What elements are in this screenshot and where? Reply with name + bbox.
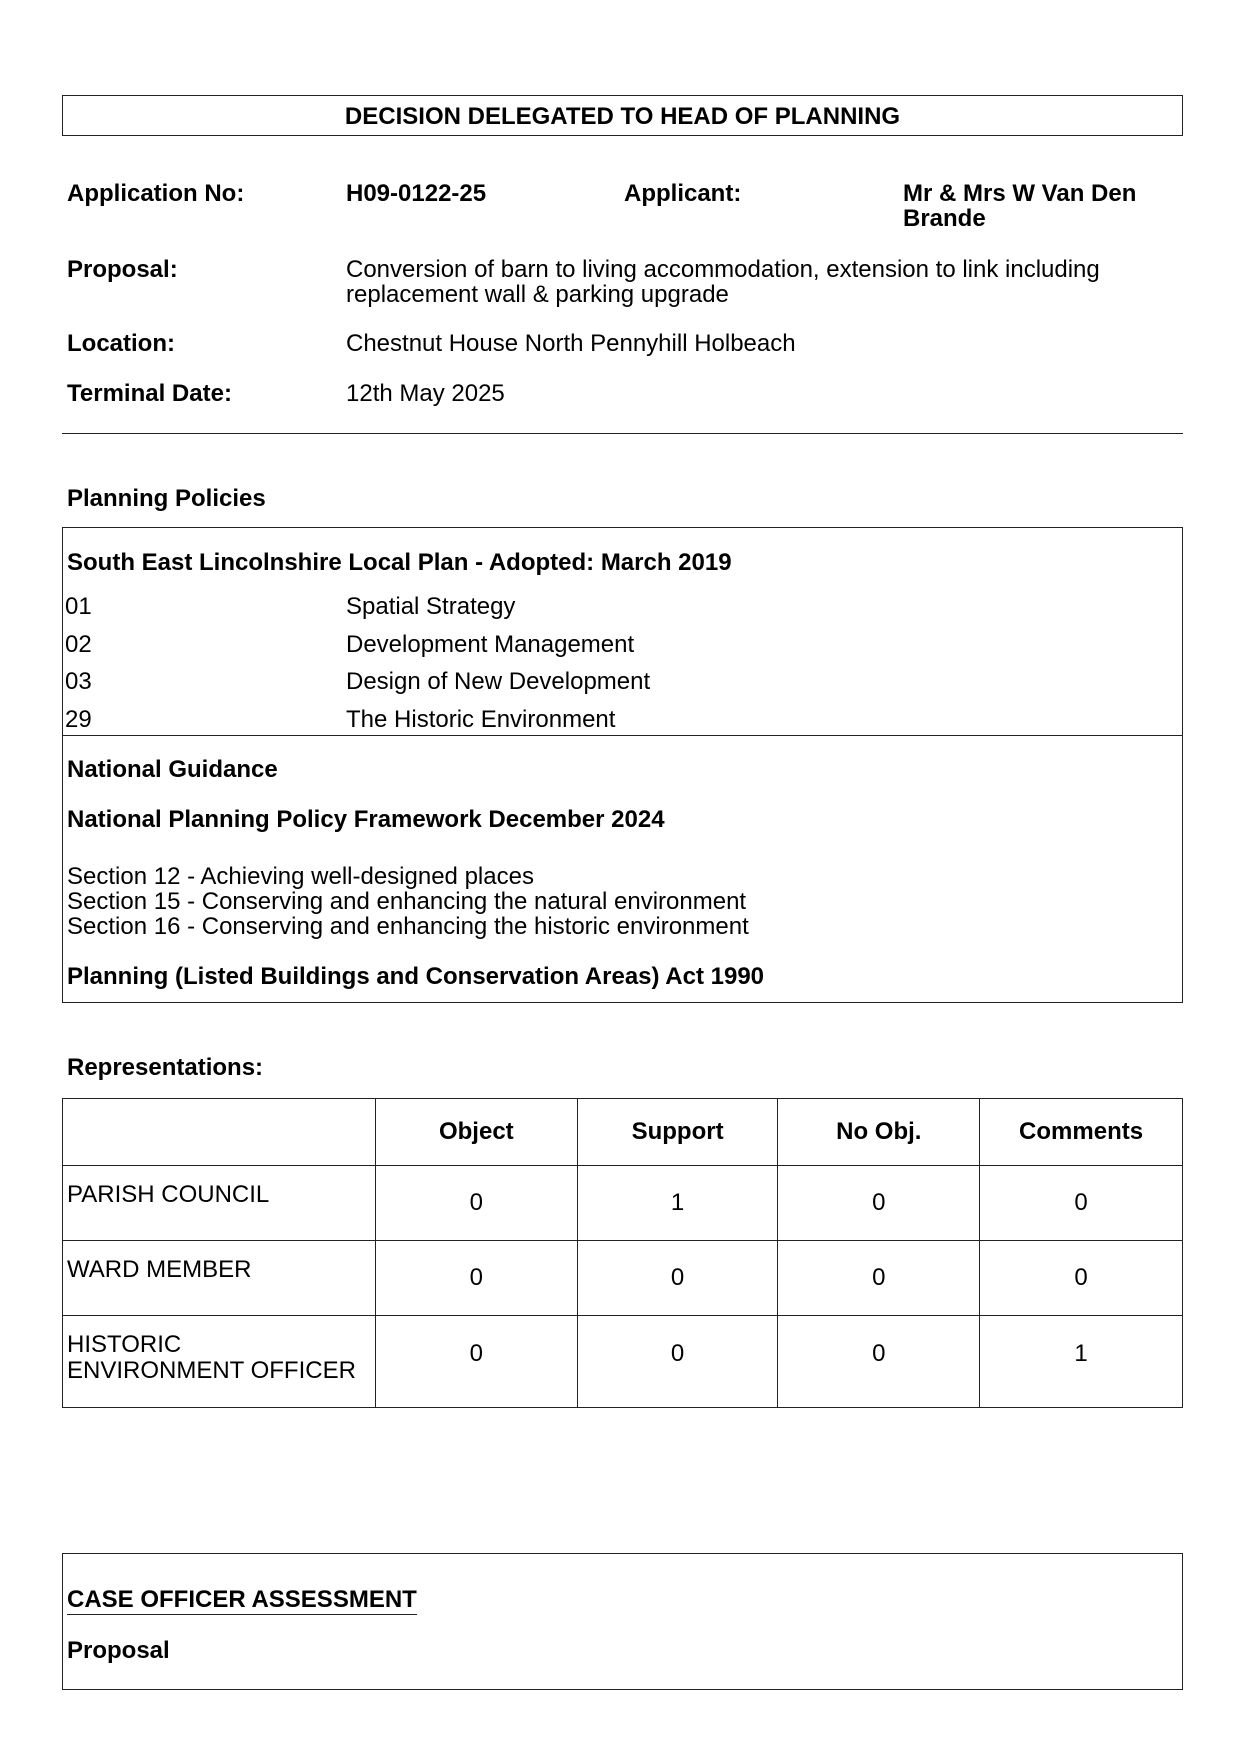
applicant-label: Applicant:: [624, 180, 742, 207]
planning-policies-heading: Planning Policies: [67, 485, 266, 512]
location-label: Location:: [67, 330, 175, 357]
local-plan-title: South East Lincolnshire Local Plan - Adopted: March 2019: [67, 549, 732, 576]
cell-value: 0: [980, 1241, 1183, 1316]
representations-heading: Representations:: [67, 1054, 264, 1081]
cell-value: 0: [778, 1316, 980, 1408]
representations-table: [62, 1098, 1183, 1408]
policy-name: Design of New Development: [346, 668, 651, 695]
application-no-label: Application No:: [67, 180, 245, 207]
national-guidance-heading: National Guidance: [67, 756, 278, 783]
policy-code: 03: [65, 668, 92, 695]
case-officer-assessment-heading: CASE OFFICER ASSESSMENT: [67, 1586, 417, 1613]
proposal-line2: replacement wall & parking upgrade: [346, 281, 729, 308]
nppf-title: National Planning Policy Framework December 2024: [67, 806, 665, 833]
policies-box: [62, 527, 1183, 1003]
cell-value: 0: [980, 1166, 1183, 1241]
policy-name: Development Management: [346, 631, 635, 658]
application-no-value: H09-0122-25: [346, 180, 487, 207]
row-label-line1: HISTORIC: [67, 1331, 182, 1358]
policies-divider: [63, 735, 1182, 736]
row-label: [63, 1316, 376, 1408]
title-box: [62, 95, 1183, 136]
cell-value: 0: [375, 1316, 577, 1408]
nppf-section: Section 12 - Achieving well-designed places: [67, 863, 534, 890]
cell-value: 0: [778, 1241, 980, 1316]
cell-value: 1: [980, 1316, 1183, 1408]
applicant-value-line1: Mr & Mrs W Van Den: [903, 180, 1137, 207]
cell-value: 0: [577, 1241, 778, 1316]
table-header-empty: [63, 1099, 376, 1166]
policy-code: 29: [65, 706, 92, 733]
nppf-section: Section 15 - Conserving and enhancing the natural environment: [67, 888, 747, 915]
table-header-row: [63, 1099, 1183, 1166]
cell-value: 0: [778, 1166, 980, 1241]
column-header-comments: Comments: [980, 1099, 1183, 1166]
terminal-date-value: 12th May 2025: [346, 380, 505, 407]
proposal-line1: Conversion of barn to living accommodation, extension to link including: [346, 256, 1100, 283]
assessment-box: [62, 1553, 1183, 1690]
policy-name: Spatial Strategy: [346, 593, 516, 620]
proposal-label: Proposal:: [67, 256, 178, 283]
row-label: WARD MEMBER: [63, 1241, 376, 1316]
terminal-date-label: Terminal Date:: [67, 380, 232, 407]
table-row: [63, 1316, 1183, 1408]
applicant-value-line2: Brande: [903, 205, 986, 232]
column-header-support: Support: [577, 1099, 778, 1166]
row-label-line2: ENVIRONMENT OFFICER: [67, 1357, 356, 1384]
column-header-object: Object: [375, 1099, 577, 1166]
table-row: [63, 1241, 1183, 1316]
column-header-no-obj: No Obj.: [778, 1099, 980, 1166]
row-label: PARISH COUNCIL: [63, 1166, 376, 1241]
location-value: Chestnut House North Pennyhill Holbeach: [346, 330, 796, 357]
cell-value: 1: [577, 1166, 778, 1241]
cell-value: 0: [375, 1241, 577, 1316]
assessment-proposal-subheading: Proposal: [67, 1637, 170, 1664]
policy-code: 02: [65, 631, 92, 658]
policy-name: The Historic Environment: [346, 706, 616, 733]
policy-code: 01: [65, 593, 92, 620]
table-row: [63, 1166, 1183, 1241]
cell-value: 0: [375, 1166, 577, 1241]
divider: [62, 433, 1183, 434]
cell-value: 0: [577, 1316, 778, 1408]
page-title: DECISION DELEGATED TO HEAD OF PLANNING: [344, 103, 901, 130]
listed-buildings-act: Planning (Listed Buildings and Conservation Areas) Act 1990: [67, 963, 765, 990]
nppf-section: Section 16 - Conserving and enhancing the historic environment: [67, 913, 749, 940]
